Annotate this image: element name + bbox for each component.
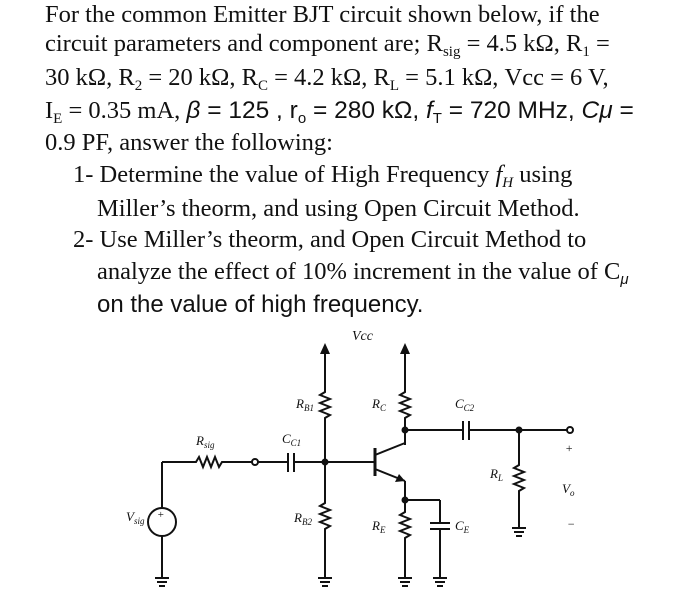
beta-symbol: β [186, 97, 201, 124]
subscript: sig [442, 44, 461, 60]
vsig-label: $V_{sig}$ [126, 509, 145, 526]
rb1-resistor [320, 385, 330, 460]
re-ground-icon [398, 570, 412, 586]
f-symbol: f [495, 161, 503, 188]
vsig-source-plus: + [157, 509, 165, 521]
problem-text: = 4.2 kΩ, R [267, 64, 390, 91]
problem-text: For the common Emitter BJT circuit shown below, if the [45, 1, 600, 28]
ce-ground-icon [433, 570, 447, 586]
vo-plus: + [565, 441, 574, 455]
problem-text: = 4.5 kΩ, R [460, 30, 583, 57]
rl-label: $R_L$ [490, 466, 503, 483]
rl-ground-icon [512, 520, 526, 536]
problem-text: 30 kΩ, R [45, 64, 135, 91]
question-text: Miller’s theorm, and using Open Circuit Method. [97, 195, 580, 222]
problem-text: = 280 kΩ, [306, 97, 426, 124]
subscript: L [389, 78, 399, 94]
problem-text: = 125 , r [200, 97, 298, 124]
re-label: $R_E$ [372, 518, 386, 535]
problem-text: 0.9 PF, answer the following: [45, 129, 333, 156]
problem-text: I [45, 97, 54, 124]
problem-text: = [589, 30, 610, 57]
question-text: using [513, 161, 573, 188]
cc2-capacitor [463, 421, 469, 440]
re-resistor [400, 500, 410, 570]
ce-capacitor [430, 523, 450, 529]
problem-text: = 5.1 kΩ, Vcc = 6 V, [399, 64, 609, 91]
question-text: 2- Use Miller’s theorm, and Open Circuit Method to [73, 226, 587, 253]
vcc-arrow-left [320, 343, 330, 385]
vcc-arrow-right [400, 343, 410, 385]
question-text: 1- Determine the value of High Frequency [73, 161, 496, 188]
rl-resistor [514, 430, 524, 520]
vsig-ground-icon [155, 570, 169, 586]
problem-text: = [612, 97, 634, 124]
subscript: 1 [582, 44, 590, 60]
subscript: E [53, 111, 63, 127]
rsig-resistor [162, 457, 252, 467]
rb2-resistor [320, 462, 330, 570]
subscript: o [297, 110, 307, 127]
question-text: analyze the effect of 10% increment in the value of C [97, 258, 621, 285]
rb1-label: $R_{B1}$ [296, 396, 314, 413]
problem-text: = 0.35 mA, [62, 97, 187, 124]
cc1-capacitor [288, 453, 294, 472]
subscript: 2 [134, 78, 143, 94]
cc2-label: $C_{C2}$ [455, 396, 475, 413]
c-mu-symbol: Cμ [581, 97, 613, 124]
input-terminal [252, 459, 258, 465]
subscript: H [502, 175, 514, 191]
rb2-label: $R_{B2}$ [294, 510, 312, 527]
cc1-label: $C_{C1}$ [282, 431, 302, 448]
output-terminal-top [567, 427, 573, 433]
rsig-label: $R_{sig}$ [196, 433, 215, 450]
subscript: C [257, 78, 268, 94]
ce-label: $C_E$ [455, 518, 470, 535]
question-text: on the value of high frequency. [97, 291, 424, 318]
problem-text: = 720 MHz, [441, 97, 582, 124]
vo-label: $V_o$ [562, 481, 575, 498]
vo-minus: − [567, 517, 576, 531]
bjt-transistor [375, 430, 405, 500]
vcc-label: Vcc [352, 329, 373, 344]
subscript: T [432, 110, 442, 127]
f-symbol: f [425, 97, 433, 124]
rb2-ground-icon [318, 570, 332, 586]
problem-text: = 20 kΩ, R [142, 64, 258, 91]
subscript: μ [620, 271, 629, 288]
problem-text: circuit parameters and component are; R [45, 30, 443, 57]
rc-label: $R_C$ [372, 396, 386, 413]
